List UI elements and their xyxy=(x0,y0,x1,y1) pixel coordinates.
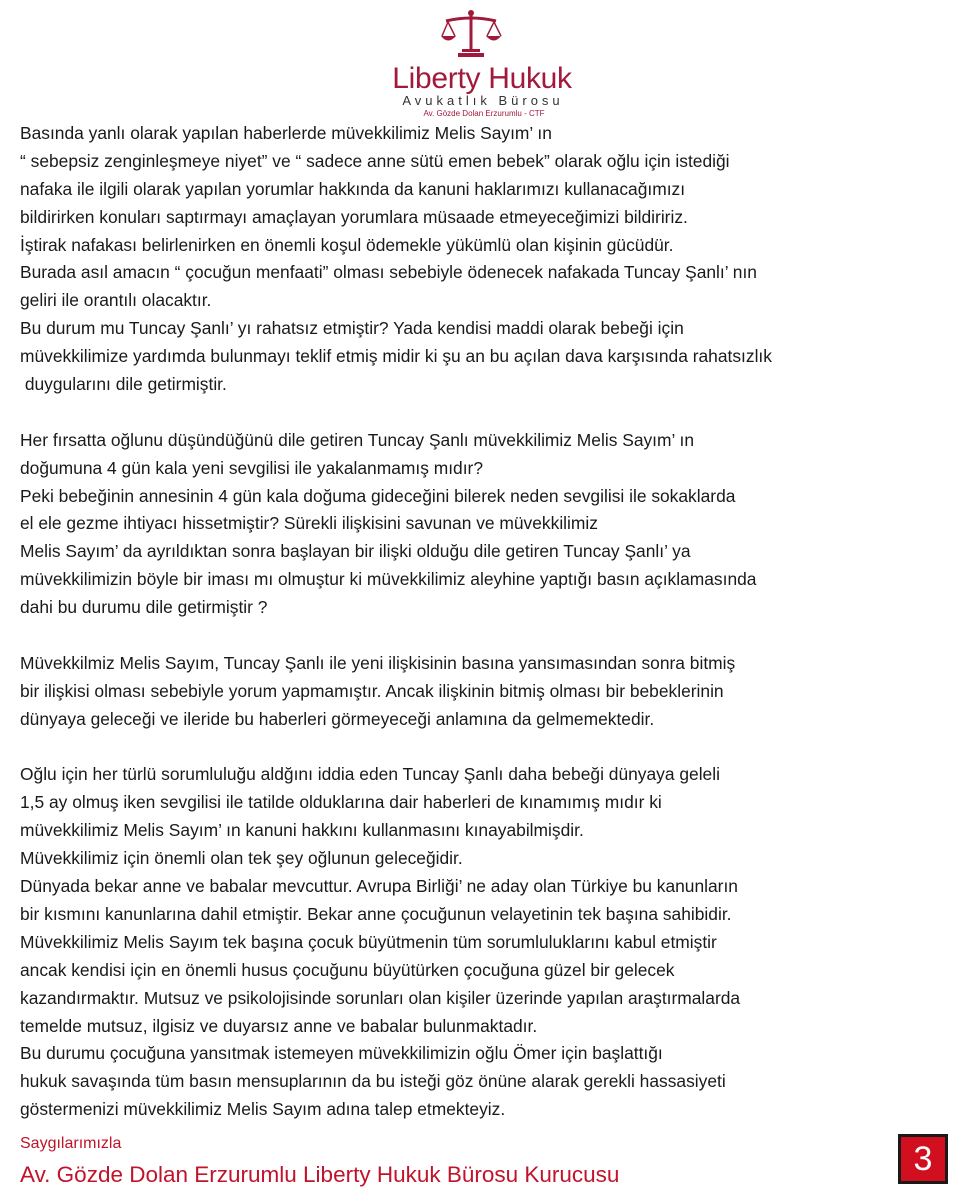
text-line: duygularını dile getirmiştir. xyxy=(20,374,227,395)
statement-body xyxy=(20,120,950,1124)
text-line: Oğlu için her türlü sorumluluğu aldğını iddia eden Tuncay Şanlı daha bebeği dünyaya geleli xyxy=(20,764,720,785)
text-line: el ele gezme ihtiyacı hissetmiştir? Sürekli ilişkisini savunan ve müvekkilimiz xyxy=(20,513,598,534)
text-line: Müvekkilimiz Melis Sayım tek başına çocuk büyütmenin tüm sorumluluklarını kabul etmiştir xyxy=(20,931,717,952)
text-line: temelde mutsuz, ilgisiz ve duyarsız anne ve babalar bulunmaktadır. xyxy=(20,1015,538,1036)
logo-title: Liberty Hukuk xyxy=(392,62,572,95)
text-line: bir ilişkisi olması sebebiyle yorum yapmamıştır. Ancak ilişkinin bitmiş olması bir bebeklerinin xyxy=(20,680,724,701)
text-line: müvekkilimiz Melis Sayım’ ın kanuni hakkını kullanmasını kınayabilmişdir. xyxy=(20,820,584,841)
text-line: göstermenizi müvekkilimiz Melis Sayım adına talep etmekteyiz. xyxy=(20,1099,506,1120)
text-line: bildirirken konuları saptırmayı amaçlayan yorumlara müsaade etmeyeceğimizi bildiririz. xyxy=(20,206,688,227)
paragraph xyxy=(20,761,950,1124)
text-line: dünyaya geleceği ve ileride bu haberleri görmeyeceği anlamına da gelmemektedir. xyxy=(20,708,655,729)
paragraph xyxy=(20,650,950,734)
text-line: nafaka ile ilgili olarak yapılan yorumlar hakkında da kanuni haklarımızı kullanacağımızı xyxy=(20,178,686,199)
text-line: Müvekkilmiz Melis Sayım, Tuncay Şanlı ile yeni ilişkisinin basına yansımasından sonra bitmiş xyxy=(20,652,736,673)
paragraph-gap xyxy=(20,622,950,650)
text-line: Burada asıl amacın “ çocuğun menfaati” olması sebebiyle ödenecek nafakada Tuncay Şanlı’ nın xyxy=(20,262,757,283)
page-number-badge: 3 xyxy=(898,1134,948,1184)
logo-credit: Av. Gözde Dolan Erzurumlu - CTF xyxy=(423,109,545,118)
text-line: Her fırsatta oğlunu düşündüğünü dile getiren Tuncay Şanlı müvekkilimiz Melis Sayım’ ın xyxy=(20,429,695,450)
text-line: Peki bebeğinin annesinin 4 gün kala doğuma gideceğini bilerek neden sevgilisi ile sokaklarda xyxy=(20,485,736,506)
text-line: dahi bu durumu dile getirmiştir ? xyxy=(20,597,268,618)
text-line: 1,5 ay olmuş iken sevgilisi ile tatilde olduklarına dair haberleri de kınamımış mıdır ki xyxy=(20,792,662,813)
text-line: Müvekkilimiz için önemli olan tek şey oğlunun geleceğidir. xyxy=(20,848,463,869)
text-line: İştirak nafakası belirlenirken en önemli koşul ödemekle yükümlü olan kişinin gücüdür. xyxy=(20,234,674,255)
text-line: Dünyada bekar anne ve babalar mevcuttur. Avrupa Birliği’ ne aday olan Türkiye bu kanunların xyxy=(20,876,738,897)
text-line: hukuk savaşında tüm basın mensuplarının da bu isteği göz önüne alarak gerekli hassasiyeti xyxy=(20,1071,726,1092)
logo-subtitle: Avukatlık Bürosu xyxy=(402,93,564,108)
signature-line: Av. Gözde Dolan Erzurumlu Liberty Hukuk Bürosu Kurucusu xyxy=(20,1162,620,1187)
text-line: müvekkilimizin böyle bir iması mı olmuştur ki müvekkilimiz aleyhine yaptığı basın açıklamasında xyxy=(20,569,757,590)
text-line: doğumuna 4 gün kala yeni sevgilisi ile yakalanmamış mıdır? xyxy=(20,457,484,478)
text-line: Basında yanlı olarak yapılan haberlerde müvekkilimiz Melis Sayım’ ın xyxy=(20,123,552,143)
paragraph-gap xyxy=(20,399,950,427)
text-line: Melis Sayım’ da ayrıldıktan sonra başlayan bir ilişki olduğu dile getiren Tuncay Şanlı’ ya xyxy=(20,541,691,562)
text-line: Bu durum mu Tuncay Şanlı’ yı rahatsız etmiştir? Yada kendisi maddi olarak bebeği için xyxy=(20,318,684,339)
closing-text: Saygılarımızla xyxy=(20,1135,122,1152)
scales-of-justice-icon xyxy=(440,8,502,58)
text-line: kazandırmaktır. Mutsuz ve psikolojisinde sorunları olan kişiler üzerinde yapılan araştırmalarda xyxy=(20,987,741,1008)
paragraph xyxy=(20,427,950,622)
text-line: “ sebepsiz zenginleşmeye niyet” ve “ sadece anne sütü emen bebek” olarak oğlu için istediği xyxy=(20,150,730,171)
law-firm-logo xyxy=(0,0,960,118)
text-line: geliri ile orantılı olacaktır. xyxy=(20,290,212,311)
text-line: müvekkilimize yardımda bulunmayı teklif etmiş midir ki şu an bu açılan dava karşısında rahatsızlık xyxy=(20,346,772,367)
text-line: bir kısmını kanunlarına dahil etmiştir. Bekar anne çocuğunun velayetinin tek başına sahibidir. xyxy=(20,903,732,924)
text-line: Bu durumu çocuğuna yansıtmak istemeyen müvekkilimizin oğlu Ömer için başlattığı xyxy=(20,1043,663,1064)
paragraph xyxy=(20,120,950,399)
paragraph-gap xyxy=(20,734,950,762)
text-line: ancak kendisi için en önemli husus çocuğunu büyütürken çocuğuna güzel bir gelecek xyxy=(20,959,675,980)
